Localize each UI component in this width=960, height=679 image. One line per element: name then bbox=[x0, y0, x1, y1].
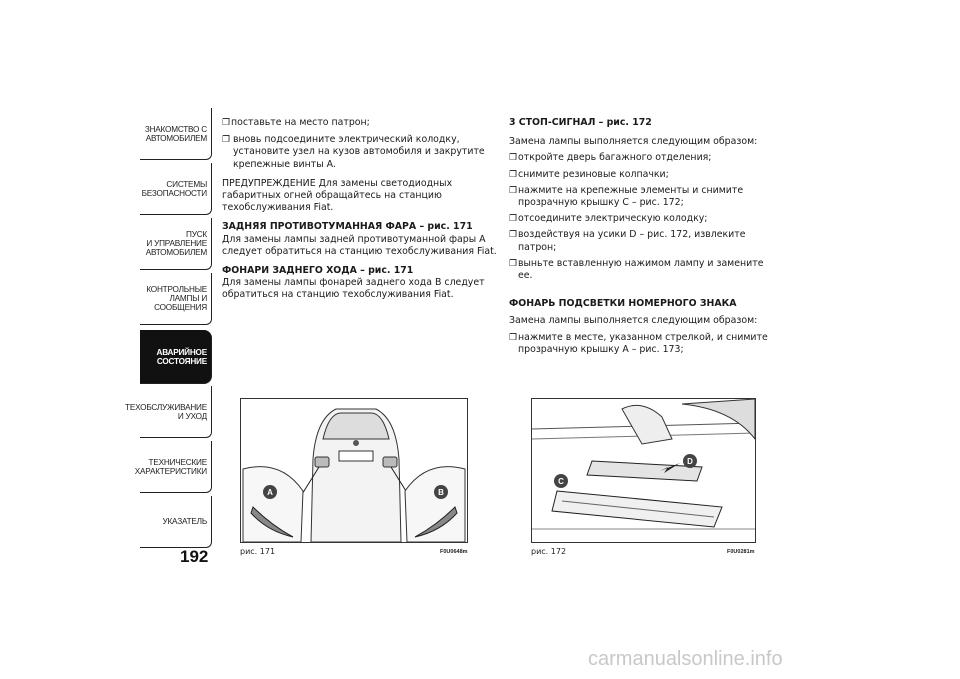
paragraph: Замена лампы выполняется следующим образом: bbox=[509, 315, 758, 327]
list-item: ❐ отсоедините электрическую колодку; bbox=[509, 213, 708, 225]
checkbox-bullet-icon: ❐ bbox=[509, 169, 518, 180]
checkbox-bullet-icon: ❐ bbox=[509, 185, 518, 196]
callout-label: D bbox=[687, 457, 693, 466]
tab-start-driving[interactable]: ПУСК И УПРАВЛЕНИЕ АВТОМОБИЛЕМ bbox=[140, 218, 212, 270]
section-heading: ФОНАРИ ЗАДНЕГО ХОДА – рис. 171 bbox=[222, 265, 414, 277]
checkbox-bullet-icon: ❐ bbox=[222, 135, 231, 146]
tab-maintenance[interactable]: ТЕХОБСЛУЖИВАНИЕ И УХОД bbox=[140, 386, 212, 438]
tab-specifications[interactable]: ТЕХНИЧЕСКИЕ ХАРАКТЕРИСТИКИ bbox=[140, 441, 212, 493]
paragraph: Для замены лампы задней противотуманной фары A следует обратиться на станцию техобслуживания Fiat. bbox=[222, 233, 497, 257]
tab-intro[interactable]: ЗНАКОМСТВО С АВТОМОБИЛЕМ bbox=[140, 108, 212, 160]
tab-index[interactable]: УКАЗАТЕЛЬ bbox=[140, 496, 212, 548]
figure-code: F0U0648m bbox=[440, 549, 468, 555]
callout-label: C bbox=[558, 477, 564, 486]
checkbox-bullet-icon: ❐ bbox=[509, 153, 518, 164]
brake-light-illustration bbox=[532, 399, 755, 542]
checkbox-bullet-icon: ❐ bbox=[509, 258, 518, 269]
figure-caption: рис. 172 bbox=[531, 547, 567, 556]
list-item: ❐ откройте дверь багажного отделения; bbox=[509, 152, 712, 164]
right-column bbox=[509, 117, 774, 356]
tab-emergency[interactable]: АВАРИЙНОЕ СОСТОЯНИЕ bbox=[140, 330, 212, 384]
warning-text: ПРЕДУПРЕЖДЕНИЕ Для замены светодиодных габаритных огней обращайтесь на станцию техобслуживания Fiat. bbox=[222, 177, 453, 214]
list-item: ❐ воздействуя на усики D – рис. 172, извлеките патрон; bbox=[509, 229, 746, 253]
tab-safety[interactable]: СИСТЕМЫ БЕЗОПАСНОСТИ bbox=[140, 163, 212, 215]
page-number: 192 bbox=[180, 547, 209, 566]
list-item: ❐ нажмите на крепежные элементы и снимите прозрачную крышку C – рис. 172; bbox=[509, 184, 744, 209]
checkbox-bullet-icon: ❐ bbox=[222, 118, 231, 128]
section-heading: ЗАДНЯЯ ПРОТИВОТУМАННАЯ ФАРА – рис. 171 bbox=[222, 221, 473, 233]
figure-171 bbox=[240, 398, 468, 543]
car-rear-illustration bbox=[241, 399, 467, 542]
figure-caption: рис. 171 bbox=[240, 547, 276, 556]
figure-code: F0U0281m bbox=[727, 549, 755, 555]
callout-label: A bbox=[267, 488, 273, 497]
section-heading: 3 СТОП-СИГНАЛ – рис. 172 bbox=[509, 117, 652, 128]
tab-warning-lights[interactable]: КОНТРОЛЬНЫЕ ЛАМПЫ И СООБЩЕНИЯ bbox=[140, 273, 212, 325]
list-item: ❐ выньте вставленную нажимом лампу и замените ее. bbox=[509, 257, 764, 282]
list-item: ❐ снимите резиновые колпачки; bbox=[509, 168, 669, 180]
checkbox-bullet-icon: ❐ bbox=[509, 214, 518, 225]
watermark: carmanualsonline.info bbox=[588, 648, 783, 670]
list-item: ❐ нажмите в месте, указанном стрелкой, и снимите прозрачную крышку A – рис. 173; bbox=[509, 331, 768, 355]
figure-172 bbox=[531, 398, 756, 543]
paragraph: Для замены лампы фонарей заднего хода B следует обратиться на станцию техобслуживания Fiat. bbox=[222, 277, 485, 301]
list-item: ❐ поставьте на место патрон; bbox=[222, 117, 370, 128]
checkbox-bullet-icon: ❐ bbox=[509, 332, 518, 343]
paragraph: Замена лампы выполняется следующим образом: bbox=[509, 136, 758, 148]
list-item: ❐ вновь подсоедините электрический колодку, установите узел на кузов автомобиля и закрутите крепежные винты A. bbox=[222, 134, 485, 170]
checkbox-bullet-icon: ❐ bbox=[509, 230, 518, 241]
callout-label: B bbox=[438, 488, 444, 497]
left-column bbox=[222, 117, 500, 309]
section-heading: ФОНАРЬ ПОДСВЕТКИ НОМЕРНОГО ЗНАКА bbox=[509, 298, 737, 310]
